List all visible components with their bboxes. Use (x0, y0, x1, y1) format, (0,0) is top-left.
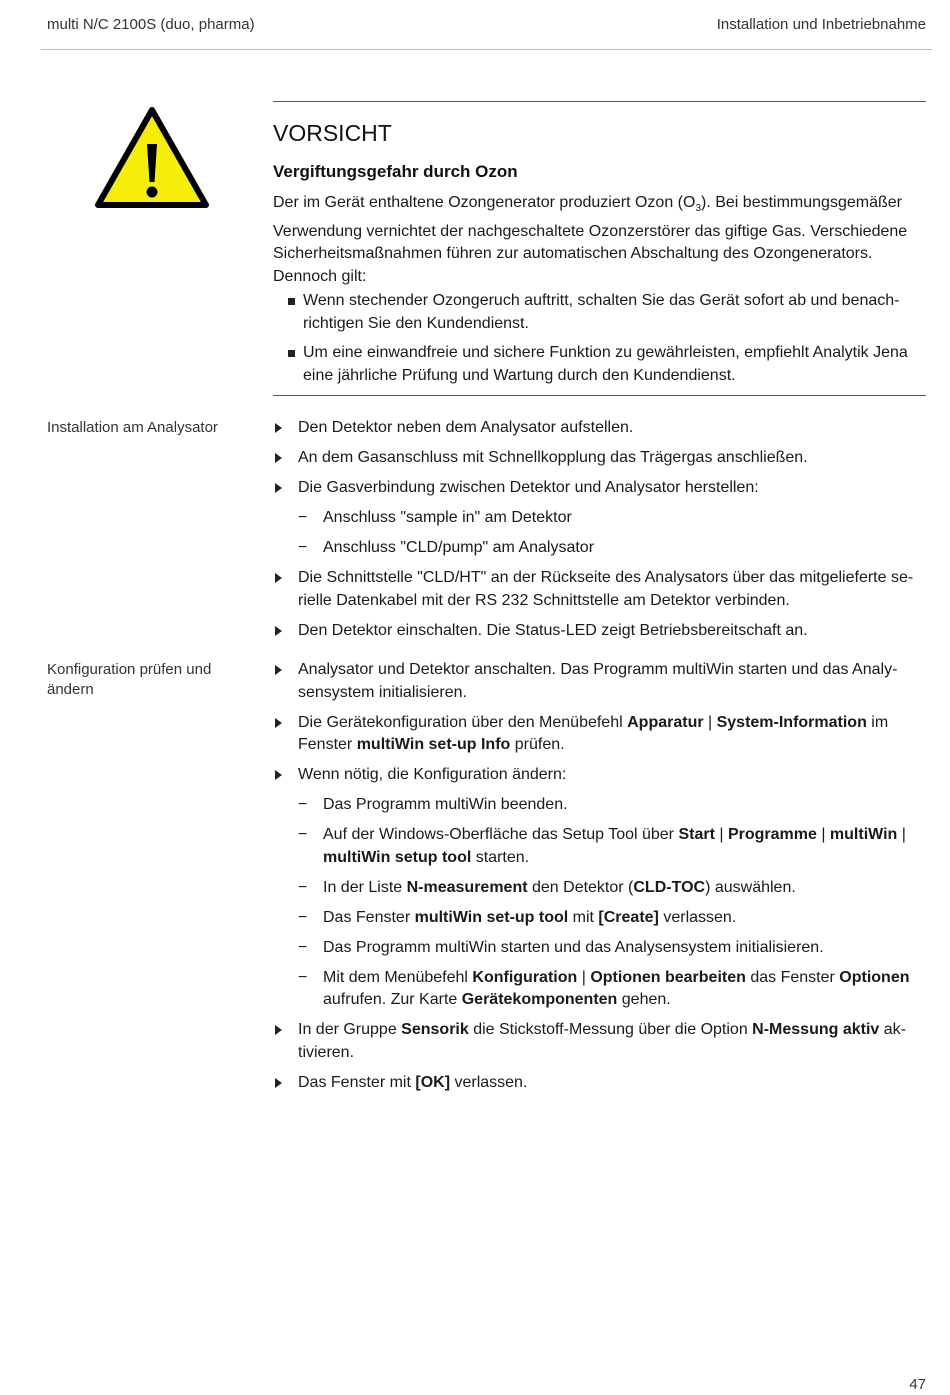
instruction-step (273, 659, 928, 704)
step-text: aufrufen. Zur Karte (323, 991, 462, 1008)
instruction-step (273, 712, 928, 757)
step-text: verlassen. (450, 1073, 528, 1091)
caution-bullet (273, 290, 928, 335)
step-text: Analysator und Detektor anschalten. Das Programm multiWin starten und das Analysensystem initialisieren. (298, 661, 898, 701)
instruction-substep (273, 537, 928, 560)
instruction-substep (273, 907, 928, 930)
step-arrow-icon (275, 770, 282, 780)
ui-term: Sensorik (401, 1021, 469, 1038)
step-text: den Detektor ( (527, 878, 634, 896)
step-text: die Stickstoff-Messung über die Option (468, 1021, 753, 1038)
step-text: prüfen. (510, 736, 565, 753)
configuration-steps (273, 659, 928, 1102)
instruction-substep (273, 877, 928, 900)
ui-term: Start (678, 826, 715, 843)
instruction-step (273, 764, 928, 787)
instruction-step (273, 447, 928, 470)
step-text: mit (568, 908, 599, 926)
step-text: Mit dem Menübefehl (323, 968, 473, 986)
substep-dash-icon: − (298, 826, 308, 843)
step-text: im Fenster (298, 713, 889, 753)
caution-bullet-list (273, 290, 928, 394)
substep-dash-icon: − (298, 968, 308, 986)
step-text: Die Schnittstelle "CLD/HT" an der Rückseite des Analysators über das mitgelieferte serielle Datenkabel mit der RS 232 Schnittstelle am Detektor verbinden. (298, 569, 914, 609)
ui-term: N-Messung aktiv (752, 1021, 880, 1038)
step-text: Die Gerätekonfiguration über den Menübefehl (298, 713, 628, 731)
step-text: An dem Gasanschluss mit Schnellkopplung das Trägergas anschließen. (298, 449, 808, 466)
instruction-step (273, 417, 928, 440)
instruction-step (273, 1019, 928, 1064)
step-arrow-icon (275, 453, 282, 463)
step-arrow-icon (275, 718, 282, 728)
substep-dash-icon: − (298, 509, 308, 526)
running-header-title: multi N/C 2100S (duo, pharma) (47, 16, 255, 33)
warning-triangle-icon (92, 104, 212, 212)
ui-term: Optionen bearbeiten (590, 968, 746, 986)
step-text: | (703, 713, 717, 731)
page-number: 47 (909, 1376, 926, 1393)
instruction-substep (273, 507, 928, 530)
ui-term: Konfiguration (472, 968, 578, 986)
step-text: Anschluss "CLD/pump" am Analysator (323, 539, 595, 556)
step-text: | (897, 826, 906, 843)
ui-term: Apparatur (627, 713, 704, 731)
bullet-square-icon (288, 350, 295, 357)
ui-term: multiWin set-up tool (414, 908, 569, 926)
step-text: verlassen. (658, 908, 737, 926)
step-text: In der Gruppe (298, 1021, 402, 1038)
step-text: In der Liste (323, 878, 407, 896)
caution-title: VORSICHT (273, 120, 392, 146)
step-text: | (714, 826, 728, 843)
instruction-step (273, 620, 928, 643)
substep-dash-icon: − (298, 796, 308, 813)
instruction-step (273, 567, 928, 612)
caution-bullet (273, 342, 928, 387)
step-arrow-icon (275, 1078, 282, 1088)
step-arrow-icon (275, 423, 282, 433)
step-text: gehen. (617, 991, 671, 1008)
caution-text (273, 192, 928, 288)
instruction-step (273, 1072, 928, 1095)
ui-term: Gerätekomponenten (461, 991, 618, 1008)
substep-dash-icon: − (298, 908, 308, 926)
caution-box (273, 101, 926, 396)
instruction-substep (273, 794, 928, 817)
ui-term: [OK] (415, 1073, 451, 1091)
step-text: aktivieren. (298, 1021, 906, 1061)
step-arrow-icon (275, 626, 282, 636)
step-text: | (577, 968, 591, 986)
step-arrow-icon (275, 483, 282, 493)
step-arrow-icon (275, 573, 282, 583)
step-arrow-icon (275, 665, 282, 675)
ui-term: System-Information (716, 713, 867, 731)
step-text: starten. (471, 848, 530, 866)
ui-term: CLD-TOC (633, 878, 706, 896)
step-text: Das Programm multiWin starten und das Analysensystem initialisieren. (323, 938, 824, 956)
instruction-step (273, 477, 928, 500)
step-text: das Fenster (745, 968, 840, 986)
bullet-square-icon (288, 298, 295, 305)
step-text: Anschluss "sample in" am Detektor (323, 509, 572, 526)
running-header-chapter: Installation und Inbetriebnahme (716, 16, 926, 33)
step-text: Das Fenster (323, 908, 415, 926)
substep-dash-icon: − (298, 878, 308, 896)
ui-term: N-measurement (406, 878, 528, 896)
substep-dash-icon: − (298, 539, 308, 556)
step-text: Den Detektor neben dem Analysator aufstellen. (298, 419, 634, 436)
step-text: Das Fenster mit (298, 1073, 416, 1091)
ui-term: Programme (727, 826, 817, 843)
step-text: ) auswählen. (705, 878, 796, 896)
caution-bullet-text: Wenn stechender Ozongeruch auftritt, schalten Sie das Gerät sofort ab und benachrichtigen Sie den Kundendienst. (303, 292, 900, 332)
caution-text-end: ). Bei bestimmungsgemäßer Verwendung vernichtet der nachgeschaltete Ozonzerstörer das giftige Gas. Verschiedene Sicherheitsmaßnahmen führen zur automatischen Abschaltung des Ozongenerators. Dennoch gilt: (273, 194, 908, 285)
ui-term: multiWin set-up Info (356, 736, 511, 753)
caution-subtitle: Vergiftungsgefahr durch Ozon (273, 162, 518, 181)
section-label-configuration: Konfiguration prüfen und ändern (47, 661, 212, 698)
instruction-substep (273, 824, 928, 869)
step-text: Die Gasverbindung zwischen Detektor und Analysator herstellen: (298, 479, 759, 496)
caution-subscript: 3 (695, 203, 701, 215)
step-text: | (816, 826, 830, 843)
ui-term: Optionen (839, 968, 910, 986)
instruction-substep (273, 937, 928, 960)
ui-term: multiWin setup tool (323, 848, 472, 866)
header-divider (41, 49, 932, 50)
step-text: Das Programm multiWin beenden. (323, 796, 568, 813)
instruction-substep (273, 967, 928, 1012)
step-text: Den Detektor einschalten. Die Status-LED zeigt Betriebsbereitschaft an. (298, 621, 808, 639)
ui-term: multiWin (829, 826, 898, 843)
substep-dash-icon: − (298, 938, 308, 956)
installation-steps (273, 417, 928, 650)
caution-text-start: Der im Gerät enthaltene Ozongenerator produziert Ozon (O (273, 194, 696, 211)
step-text: Auf der Windows-Oberfläche das Setup Tool über (323, 826, 679, 843)
section-label-installation: Installation am Analysator (47, 419, 218, 436)
ui-term: [Create] (598, 908, 659, 926)
caution-bullet-text: Um eine einwandfreie und sichere Funktion zu gewährleisten, empfiehlt Analytik Jena eine jährliche Prüfung und Wartung durch den Kundendienst. (303, 344, 908, 384)
step-text: Wenn nötig, die Konfiguration ändern: (298, 766, 567, 783)
step-arrow-icon (275, 1025, 282, 1035)
